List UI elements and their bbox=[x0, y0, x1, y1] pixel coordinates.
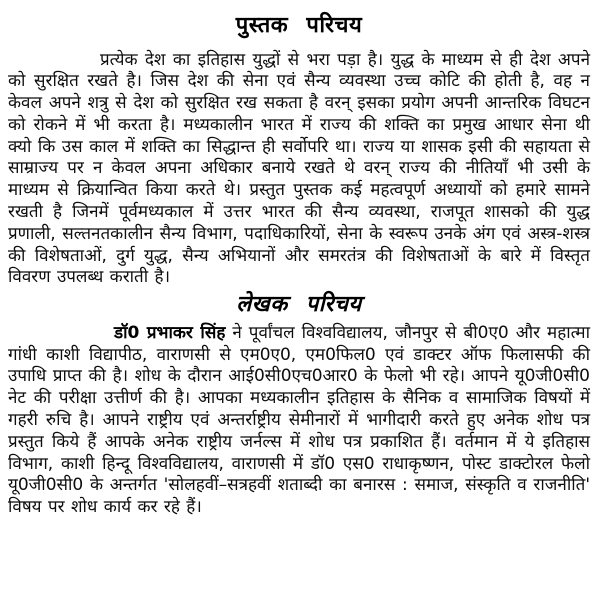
author-section-heading: लेखक परिचय bbox=[236, 292, 362, 318]
author-paragraph-text: ने पूर्वांचल विश्वविद्यालय, जौनपुर से बी0ए0 और महात्मा गांधी काशी विद्यापीठ, वाराणसी से एम0ए0, एम0फिल0 एवं डाक्टर ऑफ फिलासफी की उपाधि प्राप्त की है। शोध के दौरान आई0सी0एच0आर0 के फेलो भी रहे। आपने यू0जी0सी0 नेट की परीक्षा उत्तीर्ण की है। आपका मध्यकालीन इतिहास के सैनिक व सामाजिक विषयों में गहरी रुचि है। आपने राष्ट्रीय एवं अन्तर्राष्ट्रीय सेमीनारों में भागीदारी करते हुए अनेक शोध पत्र प्रस्तुत किये हैं आपके अनेक राष्ट्रीय जर्नल्स में शोध पत्र प्रकाशित हैं। वर्तमान में ये इतिहास विभाग, काशी हिन्दू विश्वविद्यालय, वाराणसी में डॉ0 एस0 राधाकृष्णन, पोस्ट डाक्टोरल फेलो यू0जी0सी0 के अन्तर्गत 'सोलहवीं–सत्रहवीं शताब्दी का बनारस : समाज, संस्कृति व राजनीति' विषय पर शोध कार्य कर रहे हैं। bbox=[8, 322, 590, 518]
author-intro-paragraph bbox=[8, 323, 590, 519]
author-name: डॉ0 प्रभाकर सिंह bbox=[114, 322, 226, 343]
book-intro-paragraph: प्रत्येक देश का इतिहास युद्धों से भरा पड़ा है। युद्ध के माध्यम से ही देश अपने को सुरक्षित रखते है। जिस देश की सेना एवं सैन्य व्यवस्था उच्च कोटि की होती है, वह न केवल अपने शत्रु से देश को सुरक्षित रख सकता है वरन् इसका प्रयोग अपनी आन्तरिक विघटन को रोकने में भी करता है। मध्यकालीन भारत में राज्य की शक्ति का प्रमुख आधार सेना थी क्यो कि उस काल में शक्ति का सिद्धान्त ही सर्वोपरि था। राज्य या शासक इसी की सहायता से साम्राज्य पर न केवल अपना अधिकार बनाये रखते थे वरन् राज्य की नीतियाँ भी उसी के माध्यम से क्रियान्वित किया करते थे। प्रस्तुत पुस्तक कई महत्वपूर्ण अध्यायों को हमारे सामने रखती है जिनमें पूर्वमध्यकाल में उत्तर भारत की सैन्य व्यवस्था, राजपूत शासको की युद्ध प्रणाली, सल्तनतकालीन सैन्य विभाग, पदाधिकारियों, सेना के स्वरूप उनके अंग एवं अस्त्र-शस्त्र की विशेषताओं, दुर्ग युद्ध, सैन्य अभियानों और समरतंत्र की विशेषताओं के बारे में विस्तृत विवरण उपलब्ध कराती है। bbox=[8, 49, 590, 288]
book-section-heading: पुस्तक परिचय bbox=[235, 13, 363, 38]
